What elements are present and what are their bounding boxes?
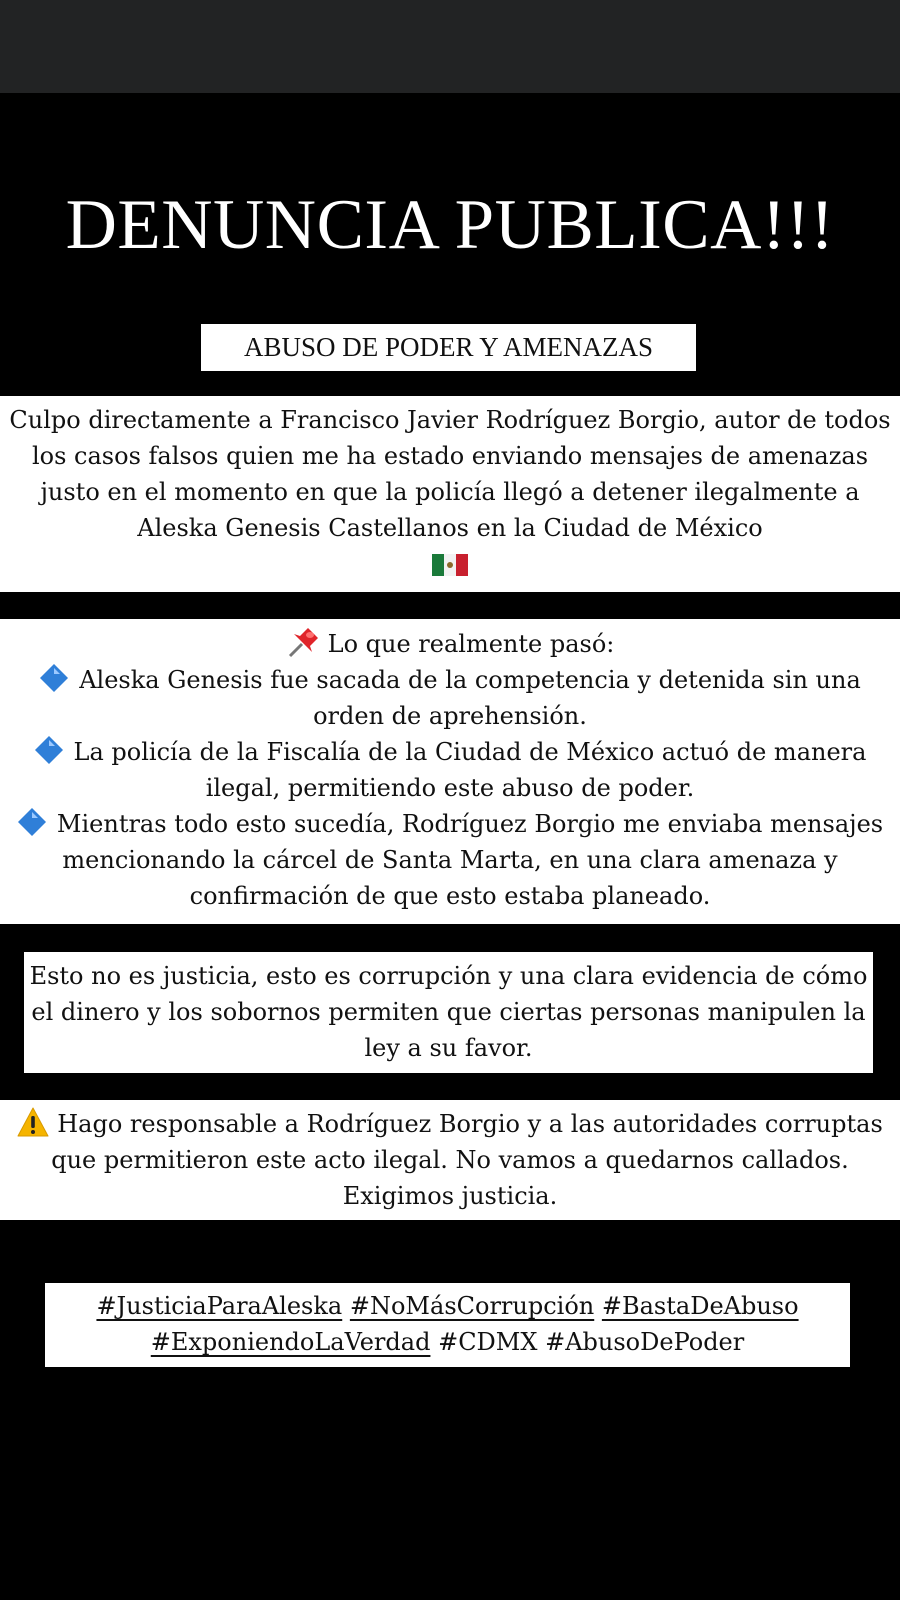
bullet-item (0, 662, 900, 734)
responsibility-text: Hago responsable a Rodríguez Borgio y a las autoridades corruptas que permitieron este acto ilegal. No vamos a quedarnos callados. Exigimos justicia. (51, 1110, 883, 1210)
hashtag-link[interactable]: #JusticiaParaAleska (96, 1292, 343, 1320)
blue-diamond-icon (39, 663, 69, 693)
bullet-item (0, 806, 900, 914)
events-heading-line (0, 626, 900, 662)
accusation-text: Culpo directamente a Francisco Javier Rodríguez Borgio, autor de todos los casos falsos quien me ha estado enviando mensajes de amenazas justo en el momento en que la policía llegó a detener ilegalmente a Aleska Genesis Castellanos en la Ciudad de México (9, 406, 891, 542)
events-heading: Lo que realmente pasó: (327, 630, 615, 658)
bullet-text: La policía de la Fiscalía de la Ciudad de México actuó de manera ilegal, permitiendo este abuso de poder. (73, 738, 867, 802)
corruption-statement-text: Esto no es justicia, esto es corrupción y una clara evidencia de cómo el dinero y los sobornos permiten que ciertas personas manipulen la ley a su favor. (29, 962, 868, 1062)
subtitle-banner: ABUSO DE PODER Y AMENAZAS (201, 324, 696, 371)
hashtag-link[interactable]: #NoMásCorrupción (349, 1292, 595, 1320)
events-box (0, 619, 900, 924)
bullet-item (0, 734, 900, 806)
hashtag-line (45, 1288, 850, 1324)
bullet-text: Mientras todo esto sucedía, Rodríguez Borgio me enviaba mensajes mencionando la cárcel de Santa Marta, en una clara amenaza y confirmación de que esto estaba planeado. (56, 810, 884, 910)
page-title: DENUNCIA PUBLICA!!! (65, 186, 835, 264)
bullet-text: Aleska Genesis fue sacada de la competencia y detenida sin una orden de aprehensión. (79, 666, 861, 730)
responsibility-box (0, 1100, 900, 1220)
hashtag-link[interactable]: #ExponiendoLaVerdad (150, 1328, 431, 1356)
accusation-box (0, 396, 900, 592)
corruption-statement-box (24, 952, 873, 1073)
hashtag-line (45, 1324, 850, 1360)
blue-diamond-icon (17, 807, 47, 837)
warning-icon (17, 1107, 49, 1137)
blue-diamond-icon (34, 735, 64, 765)
top-status-bar (0, 0, 900, 93)
hashtag-link[interactable]: #CDMX (438, 1328, 538, 1356)
hashtags-box (45, 1283, 850, 1367)
hashtag-link[interactable]: #BastaDeAbuso (601, 1292, 799, 1320)
mexico-flag-icon (432, 554, 468, 576)
hashtag-link[interactable]: #AbusoDePoder (545, 1328, 745, 1356)
pushpin-icon (286, 626, 320, 658)
